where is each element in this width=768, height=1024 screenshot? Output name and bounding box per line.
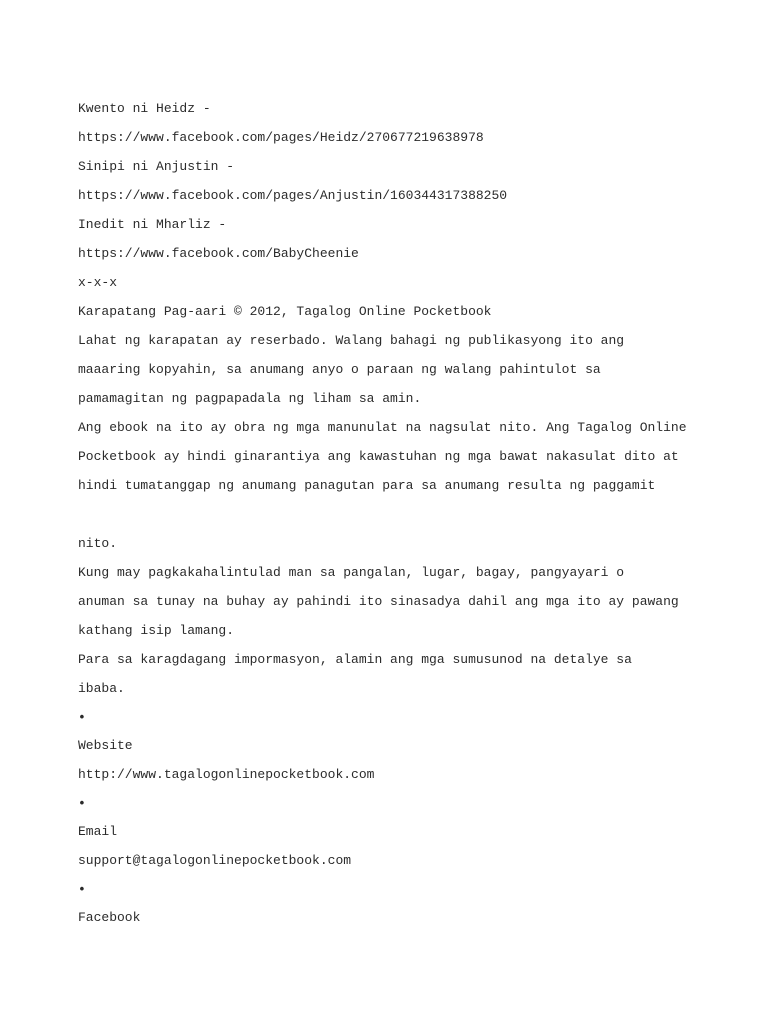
disclaimer-line: hindi tumatanggap ng anumang panagutan para sa anumang resulta ng paggamit — [78, 478, 656, 493]
disclaimer-line: Ang ebook na ito ay obra ng mga manunulat na nagsulat nito. Ang Tagalog Online — [78, 420, 687, 435]
fiction-line: kathang isip lamang. — [78, 623, 235, 638]
edit-credit: Inedit ni Mharliz - — [78, 217, 227, 232]
email-label: Email — [78, 824, 118, 839]
website-label: Website — [78, 738, 133, 753]
list-bullet: • — [78, 710, 86, 725]
story-credit-link: https://www.facebook.com/pages/Heidz/270677219638978 — [78, 130, 484, 145]
facebook-label: Facebook — [78, 910, 141, 925]
disclaimer-line: Pocketbook ay hindi ginarantiya ang kawastuhan ng mga bawat nakasulat dito at — [78, 449, 679, 464]
info-line: ibaba. — [78, 681, 125, 696]
copy-credit-link: https://www.facebook.com/pages/Anjustin/160344317388250 — [78, 188, 508, 203]
list-bullet: • — [78, 882, 86, 897]
list-bullet: • — [78, 796, 86, 811]
info-line: Para sa karagdagang impormasyon, alamin ang mga sumusunod na detalye sa — [78, 652, 632, 667]
rights-line: Lahat ng karapatan ay reserbado. Walang bahagi ng publikasyong ito ang — [78, 333, 625, 348]
disclaimer-line: nito. — [78, 536, 118, 551]
rights-line: pamamagitan ng pagpapadala ng liham sa amin. — [78, 391, 422, 406]
website-link: http://www.tagalogonlinepocketbook.com — [78, 767, 375, 782]
fiction-line: Kung may pagkakahalintulad man sa pangalan, lugar, bagay, pangyayari o — [78, 565, 625, 580]
section-separator: x-x-x — [78, 275, 118, 290]
edit-credit-link: https://www.facebook.com/BabyCheenie — [78, 246, 359, 261]
copy-credit: Sinipi ni Anjustin - — [78, 159, 235, 174]
story-credit: Kwento ni Heidz - — [78, 101, 211, 116]
email-address: support@tagalogonlinepocketbook.com — [78, 853, 352, 868]
fiction-line: anuman sa tunay na buhay ay pahindi ito sinasadya dahil ang mga ito ay pawang — [78, 594, 679, 609]
rights-line: maaaring kopyahin, sa anumang anyo o paraan ng walang pahintulot sa — [78, 362, 601, 377]
copyright-line: Karapatang Pag-aari © 2012, Tagalog Online Pocketbook — [78, 304, 492, 319]
